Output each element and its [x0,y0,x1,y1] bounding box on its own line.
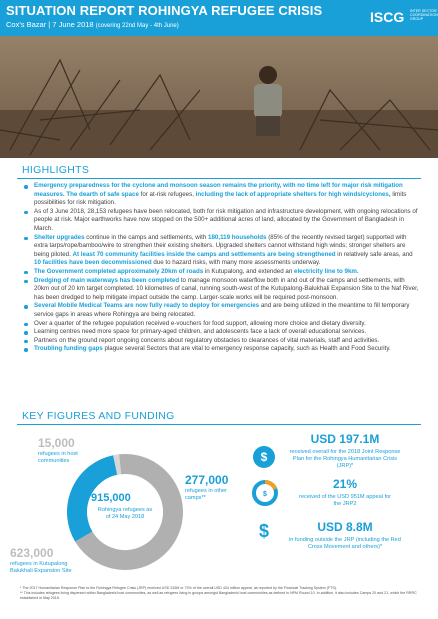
report-date: Cox's Bazar | 7 June 2018 [6,20,94,29]
highlight-text: Shelter upgrades [34,233,85,241]
svg-text:$: $ [263,491,267,498]
highlight-text: for at-risk refugees, [138,190,196,198]
host-community-value: 15,000 [38,436,75,450]
highlight-text: 10 facilities have been decommissioned [34,259,152,267]
highlight-item [24,345,420,354]
highlight-text: continue in the camps and settlements, with [84,233,209,241]
key-figures-heading: KEY FIGURES AND FUNDING [22,410,175,422]
report-period: (covering 22nd May - 4th June) [95,23,179,29]
highlight-item [24,208,420,234]
highlight-text: to manage monsoon waterflow both in and out of the camps and settlements, with 20km out of 20 km target completed. 10 kilometres of canal, running south-west of the Kutupalong-Balukhali Expansion Site to the Naf River, has been dredged to help mitigate impact outside the camp. Larger-scale works will be required post-monsoon. [34,276,419,301]
received-label: received overall for the 2018 Joint Response Plan for the Rohingya Humanitarian Crisis (JRP)* [289,449,401,469]
highlight-item [24,320,420,329]
highlight-text: in Kutupalong, and extended an [203,267,294,275]
highlight-text: As of 3 June 2018, 28,153 refugees have been relocated, both for risk mitigation and infrastructure development, with ongoing relocations of people at risk. Major earthworks have now stopped on the 500+ additional acres of land, allocated by the Government of Bangladesh in March. [34,207,418,232]
percent-value: 21% [332,477,358,491]
footnotes [20,586,420,601]
iscg-logo-subtitle: INTER SECTOR COORDINATION GROUP [410,9,438,22]
footnote-2: ** This includes refugees living dispersed within Bangladeshi host communities, as well as refugees living in groups amongst Bangladeshi host communities as defined in NPM Round 10. In addition, it also includes Camps 20 and 21, which the RRRC established in May 2018. [20,591,417,600]
total-refugees-value: 915,000 [91,492,131,504]
total-refugees-label: Rohingya refugees as of 24 May 2018 [97,507,153,520]
key-figures-rule [17,424,421,425]
iscg-logo: ISCG [370,9,405,25]
percent-label: received of the USD 951M appeal for the JRP2 [298,494,392,507]
highlight-text: (85% of the recently revised target) supported with extra tarps/rope/bamboo/wire to strengthen their existing shelters. Upgraded shelters cannot withstand high winds; stronger shelters are being piloted. [34,233,407,258]
footnote-1: * The 2017 Humanitarian Response Plan to the Rohingya Refugee Crisis (JRP) received USD 315M or 73% of the overall USD 434 million appeal, as reported by the Financial Tracking System (FTS). [20,586,337,590]
kbe-label: refugees in Kutupalong Balukhali Expansion Site [10,561,72,574]
highlight-text: including the lack of appropriate shelters for high winds/cyclones, [195,190,391,198]
highlight-item [24,182,420,208]
report-title: SITUATION REPORT ROHINGYA REFUGEE CRISIS [6,3,323,18]
highlight-text: plague several Sectors that are vital to emergency response capacity, such as Health and Food Security. [102,345,391,353]
highlights-rule [17,178,421,179]
highlight-text: in relatively safe areas, and [335,250,413,258]
dollar-icon: $ [258,521,269,541]
header-banner [0,0,438,158]
other-camps-label: refugees in other camps** [185,488,227,501]
highlight-text: Partners on the ground report ongoing concerns about regulatory obstacles to clearances of vital materials, staff and activities. [34,336,380,344]
outside-jrp-label: in funding outside the JRP (including the Red Cross Movement and others)* [289,537,401,550]
highlight-text: electricity line to 9km. [294,267,359,275]
report-subtitle [6,20,179,29]
received-value: USD 197.1M [310,432,380,446]
title-bar [0,0,438,36]
highlight-text: Over a quarter of the refugee population received e-vouchers for food support, allowing more choice and dietary diversity. [34,319,366,327]
kbe-value: 623,000 [10,546,54,560]
highlight-text: Troubling funding gaps [34,345,103,353]
highlight-item [24,328,420,337]
highlight-text: and are being utilized in the meantime to fill temporary service gaps in areas where Rohingya are being relocated. [34,302,410,318]
highlight-text: Dredging of main waterways has been completed [34,276,180,284]
highlights-heading: HIGHLIGHTS [22,164,90,176]
donut-segment-host [115,464,120,465]
other-camps-value: 277,000 [185,473,229,487]
highlight-text: due to hazard risks, with many more assessments underway. [151,259,321,267]
highlight-text: 180,119 households [208,233,267,241]
highlight-item [24,337,420,346]
highlight-text: Several Mobile Medical Teams are now fully ready to deploy for emergencies [34,302,260,310]
host-community-label: refugees in host communities [38,451,78,464]
highlight-text: Emergency preparedness for the cyclone and monsoon season remains the priority, with no time left for major risk mitigation measures. The dearth of safe space [34,182,403,198]
outside-jrp-value: USD 8.8M [317,520,373,534]
highlights-list [24,182,420,354]
highlight-text: limits possibilities for risk mitigation. [34,190,407,207]
money-bag-icon: $ [253,446,275,468]
highlight-item [24,302,420,319]
highlight-text: The Government completed approximately 20km of roads [34,267,204,275]
funding-percent-icon [252,480,278,506]
highlight-text: At least 70 community facilities inside the camps and settlements are being strengthened [72,250,336,258]
highlight-item [24,268,420,277]
highlight-item [24,234,420,268]
highlight-text: Learning centres need more space for primary-aged children, and adolescents face a lack of overall educational services. [34,328,367,336]
highlight-item [24,277,420,303]
